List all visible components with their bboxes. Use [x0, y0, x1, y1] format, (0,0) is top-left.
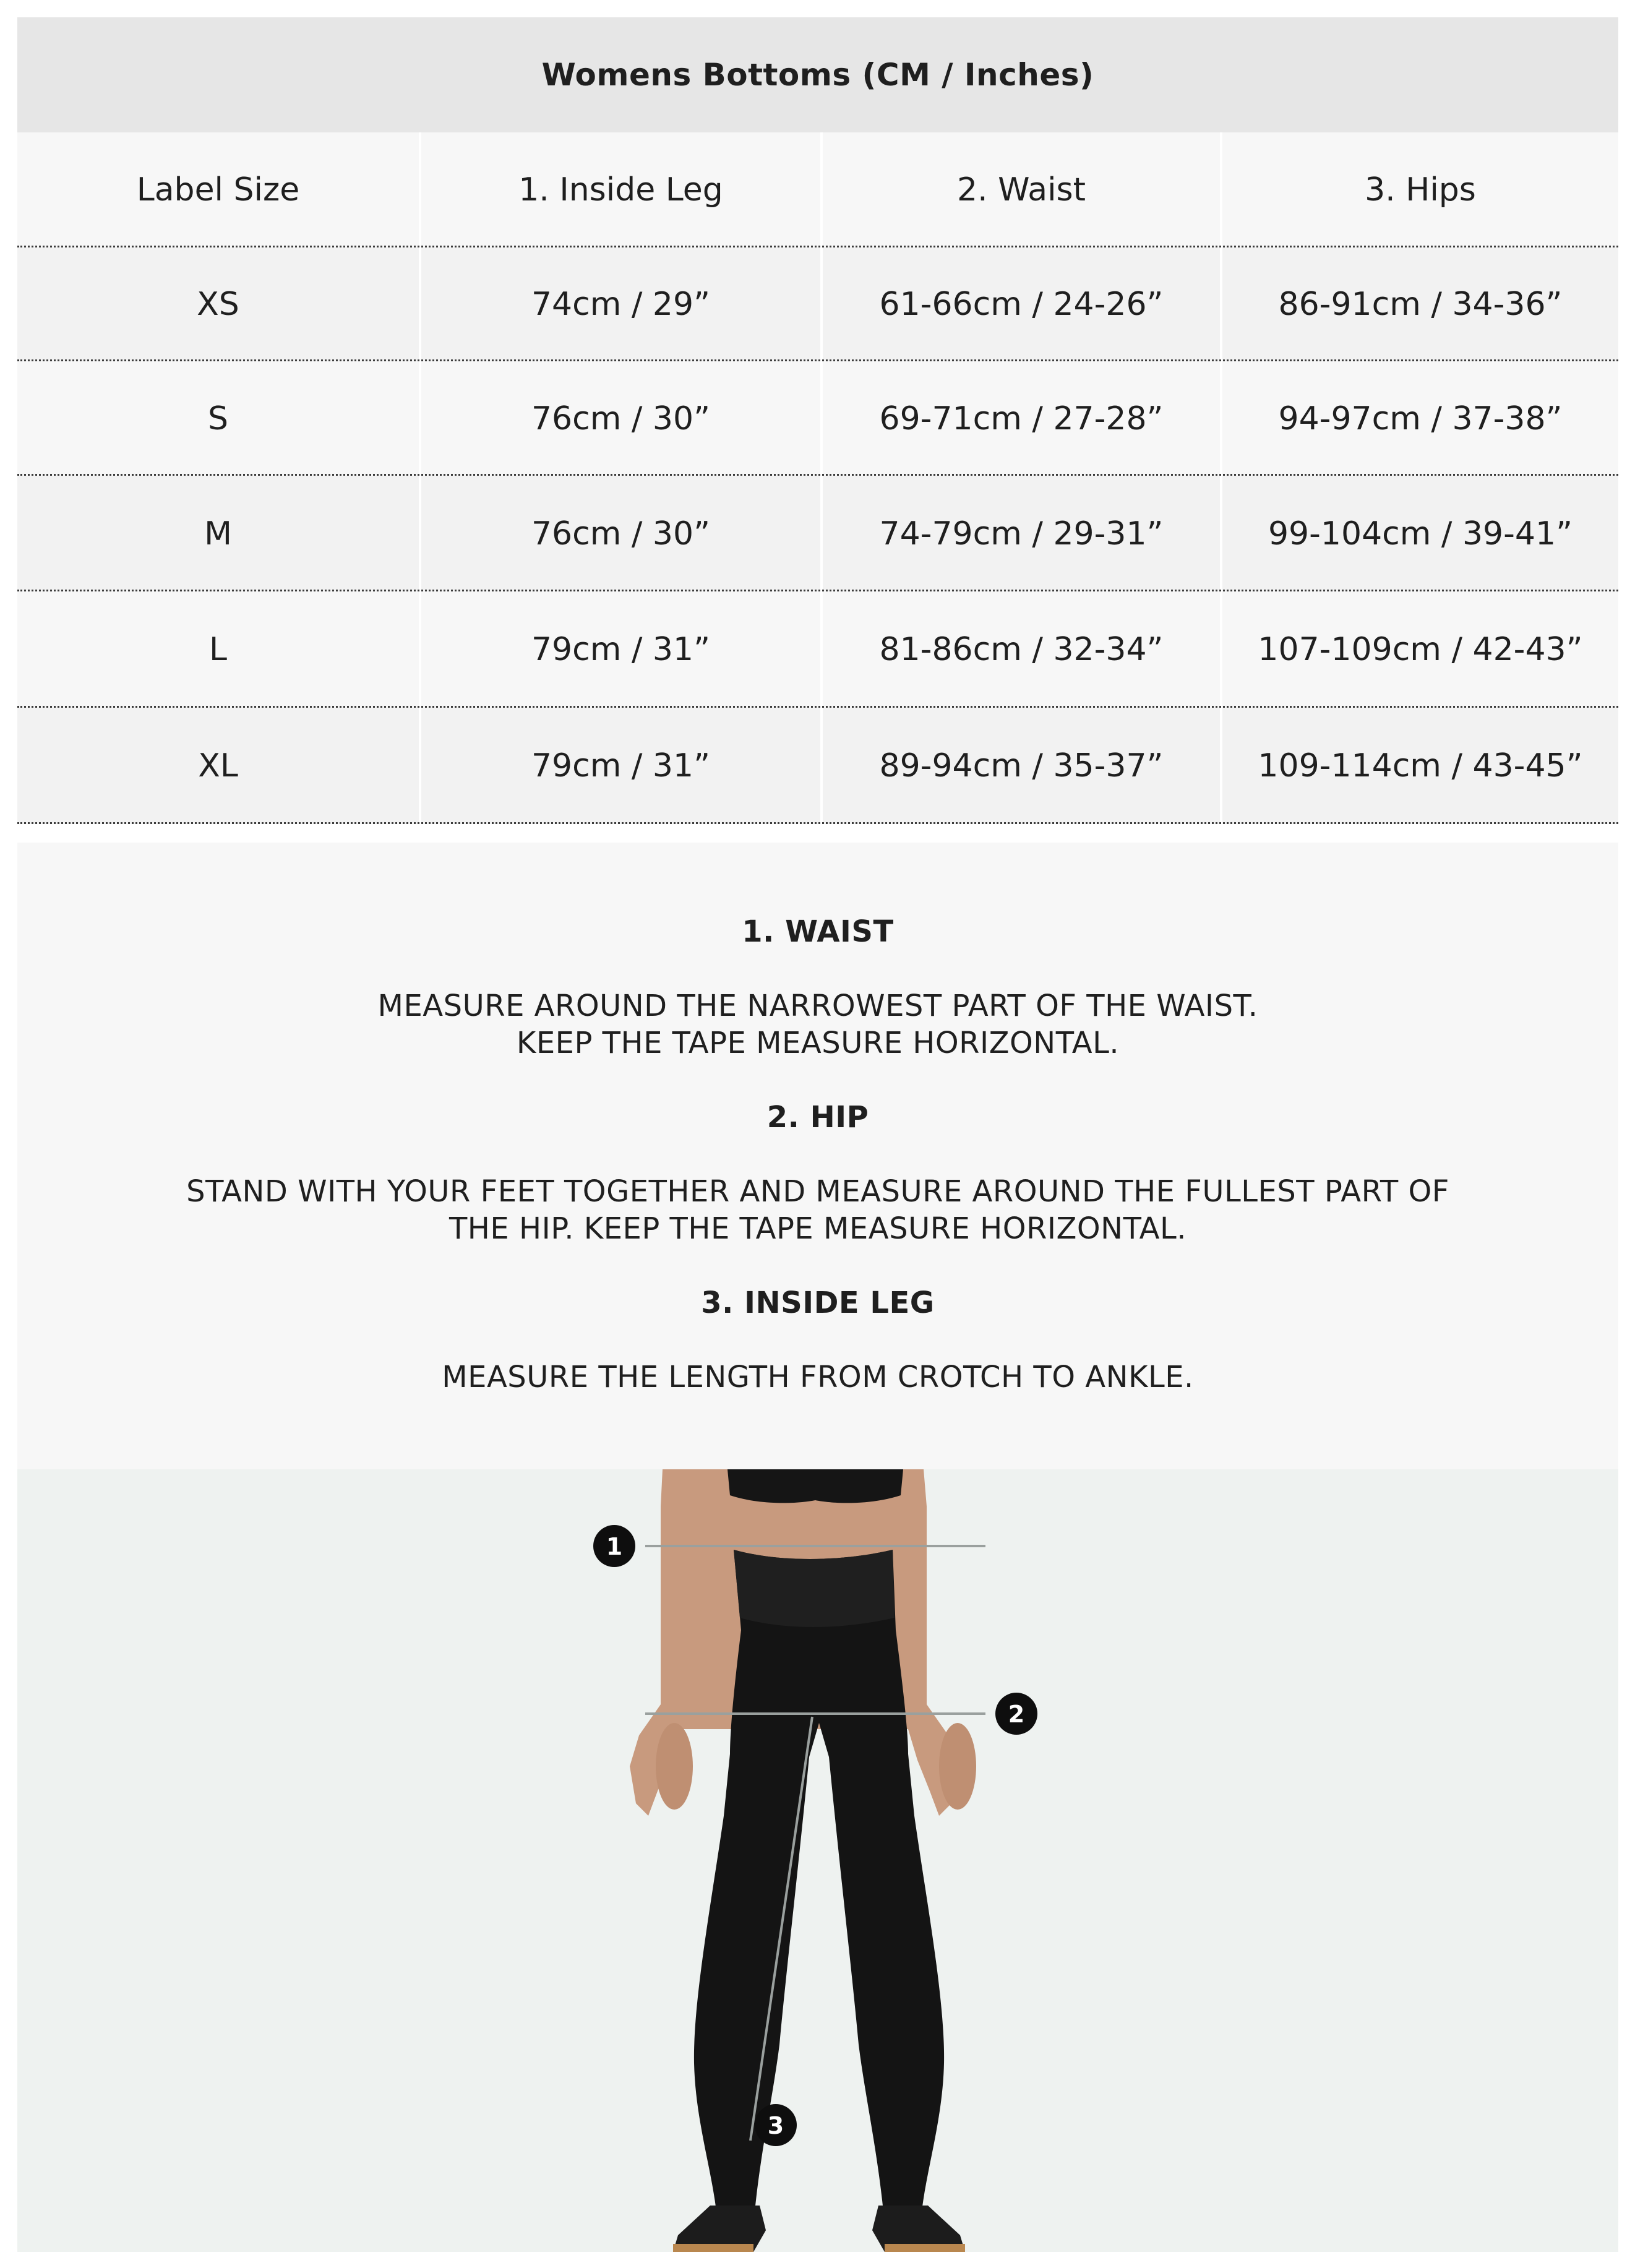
- header-label-size: Label Size: [136, 171, 300, 208]
- right-hand: [939, 1723, 976, 1810]
- table-row: [17, 247, 1618, 361]
- table-header-row: [17, 132, 1618, 247]
- cell-hips: 86-91cm / 34-36”: [1220, 247, 1618, 361]
- marker-3: [755, 2104, 797, 2146]
- marker-2: [995, 1693, 1037, 1735]
- table-row: [17, 708, 1618, 824]
- cell-inside-leg: 76cm / 30”: [419, 361, 820, 476]
- cell-waist: 81-86cm / 32-34”: [820, 591, 1220, 708]
- cell-inside-leg: 79cm / 31”: [419, 708, 820, 824]
- left-hand: [656, 1723, 693, 1810]
- cell-inside-leg: 79cm / 31”: [419, 591, 820, 708]
- cell-size: XL: [198, 747, 238, 784]
- marker-3-label: 3: [767, 2112, 784, 2139]
- cell-waist: 89-94cm / 35-37”: [820, 708, 1220, 824]
- table-row: [17, 476, 1618, 591]
- waist-heading: 1. WAIST: [742, 914, 894, 949]
- cell-size: M: [204, 515, 232, 552]
- waist-text-line-2: KEEP THE TAPE MEASURE HORIZONTAL.: [516, 1026, 1120, 1060]
- left-shoe-sole: [673, 2244, 753, 2252]
- hip-heading: 2. HIP: [766, 1100, 869, 1135]
- hip-text-line-1: STAND WITH YOUR FEET TOGETHER AND MEASURE AROUND THE FULLEST PART OF: [186, 1174, 1449, 1209]
- size-chart-table: [17, 132, 1618, 843]
- inside-leg-heading: 3. INSIDE LEG: [701, 1286, 935, 1320]
- cell-waist: 69-71cm / 27-28”: [820, 361, 1220, 476]
- cell-inside-leg: 76cm / 30”: [419, 476, 820, 591]
- header-hips: 3. Hips: [1220, 132, 1618, 247]
- cell-hips: 94-97cm / 37-38”: [1220, 361, 1618, 476]
- model-measurement-photo: [17, 1469, 1618, 2252]
- right-shoe-sole: [885, 2244, 965, 2252]
- sports-bra: [727, 1469, 903, 1503]
- table-title: Womens Bottoms (CM / Inches): [17, 17, 1618, 132]
- marker-2-label: 2: [1008, 1701, 1025, 1728]
- cell-hips: 107-109cm / 42-43”: [1220, 591, 1618, 708]
- table-row: [17, 591, 1618, 708]
- cell-hips: 99-104cm / 39-41”: [1220, 476, 1618, 591]
- marker-1: [593, 1525, 635, 1567]
- model-illustration: [17, 1469, 1618, 2252]
- size-guide: [17, 17, 1618, 2252]
- measurement-instructions: [17, 843, 1618, 1469]
- header-inside-leg: 1. Inside Leg: [419, 132, 820, 247]
- table-row: [17, 361, 1618, 476]
- cell-waist: 61-66cm / 24-26”: [820, 247, 1220, 361]
- waistband: [734, 1550, 895, 1627]
- cell-hips: 109-114cm / 43-45”: [1220, 708, 1618, 824]
- cell-size: S: [207, 400, 228, 437]
- inside-leg-text: MEASURE THE LENGTH FROM CROTCH TO ANKLE.: [442, 1360, 1194, 1394]
- waist-text-line-1: MEASURE AROUND THE NARROWEST PART OF THE WAIST.: [377, 989, 1258, 1023]
- cell-waist: 74-79cm / 29-31”: [820, 476, 1220, 591]
- cell-inside-leg: 74cm / 29”: [419, 247, 820, 361]
- hip-text-line-2: THE HIP. KEEP THE TAPE MEASURE HORIZONTAL.: [448, 1211, 1187, 1246]
- cell-size: XS: [197, 286, 239, 323]
- marker-1-label: 1: [606, 1533, 623, 1560]
- header-waist: 2. Waist: [820, 132, 1220, 247]
- cell-size: L: [209, 631, 227, 668]
